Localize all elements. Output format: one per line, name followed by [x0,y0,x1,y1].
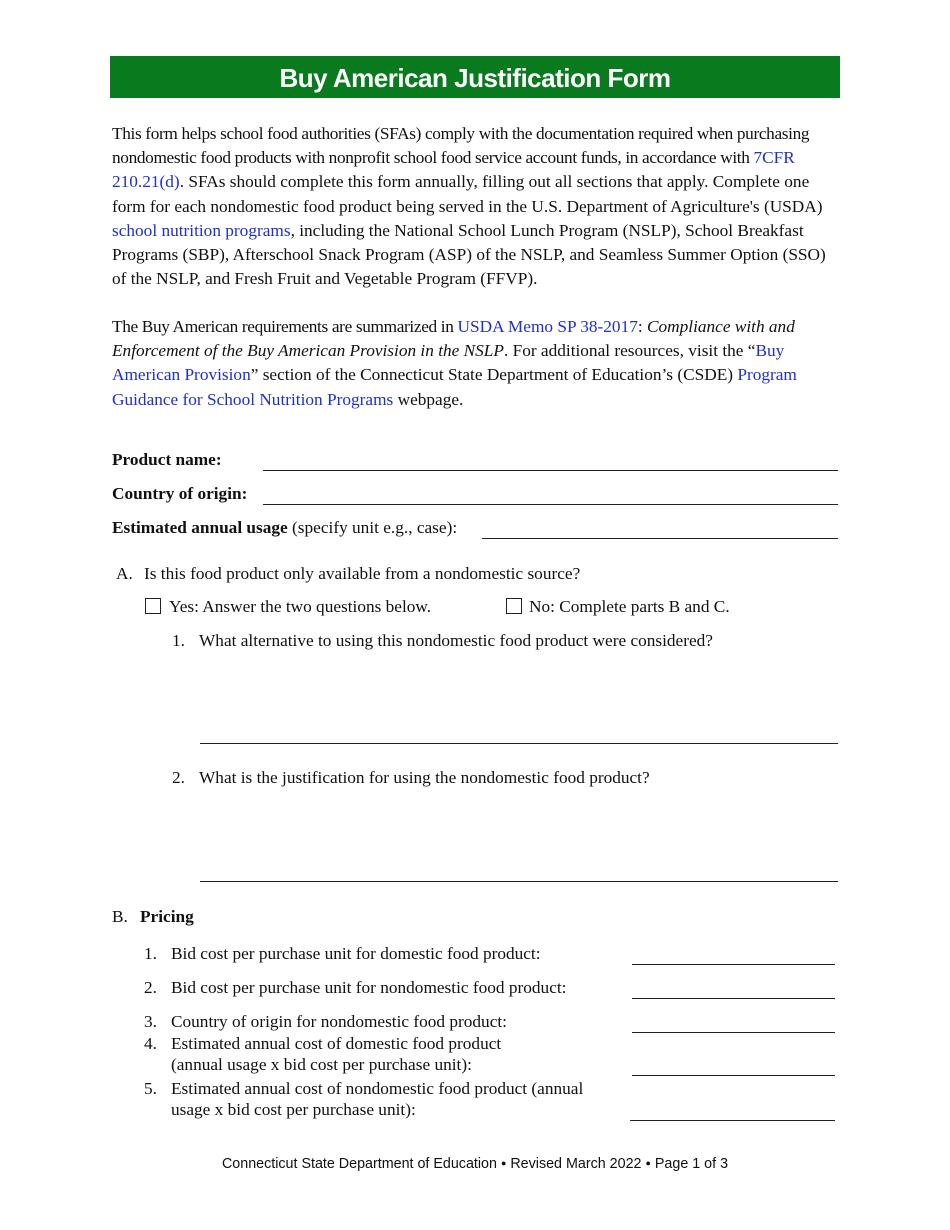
section-b-title: Pricing [140,907,194,926]
yes-checkbox[interactable] [145,598,161,614]
question-1-text: What alternative to using this nondomestic food product were considered? [199,631,713,650]
pricing-item-5-text-continued: usage x bid cost per purchase unit): [171,1100,416,1119]
pricing-item-3-field[interactable] [632,1032,835,1033]
section-a-question: Is this food product only available from a nondomestic source? [144,564,581,583]
school-nutrition-programs-link[interactable]: school nutrition programs [112,220,291,240]
pricing-item-1-text: Bid cost per purchase unit for domestic food product: [171,944,541,963]
pricing-item-5-field[interactable] [630,1120,835,1121]
req-text-4: ” section of the Connecticut State Department of Education’s (CSDE) [250,365,738,385]
annual-usage-label [112,518,457,538]
program-guidance-link[interactable]: Program Guidance for School Nutrition Programs [112,365,797,409]
pricing-item-1-field[interactable] [632,964,835,965]
pricing-item-2-number: 2. [144,978,157,997]
question-2-answer-field[interactable] [200,881,838,882]
form-title: Buy American Justification Form [110,56,840,98]
question-2-text: What is the justification for using the nondomestic food product? [199,768,650,787]
usda-memo-link[interactable]: USDA Memo SP 38-2017 [457,317,638,336]
question-1-answer-field[interactable] [200,743,838,744]
memo-title: Compliance with and Enforcement of the Buy American Provision in the NSLP [112,317,795,361]
question-1-number: 1. [172,631,185,650]
pricing-item-4-text-continued: (annual usage x bid cost per purchase unit): [171,1055,472,1074]
country-of-origin-field[interactable] [263,504,838,505]
intro-text-1: This form helps school food authorities (SFAs) comply with the documentation required when purchasing nondomestic food products with nonprofit school food service account funds, in accordance with [112,124,810,168]
intro-text-2: . SFAs should complete this form annually, filling out all sections that apply. Complete one form for each nondomestic food product being served in the U.S. Department of Agriculture's (USDA) [112,172,823,216]
question-2-number: 2. [172,768,185,787]
product-name-label: Product name: [112,450,222,469]
product-name-field[interactable] [263,470,838,471]
intro-paragraph [112,122,834,291]
no-checkbox[interactable] [506,598,522,614]
footer-page-number: Page 1 of 3 [654,1156,729,1172]
cfr-link[interactable]: 7CFR 210.21(d) [112,148,795,192]
pricing-item-3-text: Country of origin for nondomestic food product: [171,1012,507,1031]
yes-label: Yes: Answer the two questions below. [169,597,432,616]
no-label: No: Complete parts B and C. [529,597,730,616]
buy-american-provision-link[interactable]: Buy American Provision [112,341,785,385]
requirements-paragraph [112,315,834,412]
section-a-letter: A. [116,564,133,583]
pricing-item-2-field[interactable] [632,998,835,999]
pricing-item-2-text: Bid cost per purchase unit for nondomestic food product: [171,978,567,997]
pricing-item-4-number: 4. [144,1034,157,1053]
pricing-item-4-text: Estimated annual cost of domestic food product [171,1034,502,1053]
pricing-item-5-number: 5. [144,1079,157,1098]
annual-usage-label-rest: (specify unit e.g., case): [287,518,458,537]
req-text-2: : [637,317,647,336]
section-b-letter: B. [112,907,128,926]
pricing-item-3-number: 3. [144,1012,157,1031]
req-text-5: webpage. [393,389,464,409]
pricing-item-1-number: 1. [144,944,157,963]
page-footer [0,1156,950,1172]
pricing-item-5-text: Estimated annual cost of nondomestic food product (annual [171,1079,584,1098]
footer-org: Connecticut State Department of Education [221,1156,497,1172]
footer-separator-2: ● [645,1158,651,1168]
footer-revised: Revised March 2022 [510,1156,642,1172]
req-text-1: The Buy American requirements are summarized in [112,317,458,336]
intro-text-3: , including the National School Lunch Program (NSLP), School Breakfast Programs (SBP), Afterschool Snack Program (ASP) of the NSLP, and Seamless Summer Option (SSO) of the NSLP, and Fresh Fruit and Vegetable Program (FFVP). [112,220,826,289]
country-of-origin-label: Country of origin: [112,484,248,503]
annual-usage-label-bold: Estimated annual usage [112,518,288,537]
footer-separator-1: ● [500,1158,507,1168]
annual-usage-field[interactable] [482,538,838,539]
pricing-item-4-field[interactable] [632,1075,835,1076]
req-text-3: . For additional resources, visit the “ [503,341,756,361]
